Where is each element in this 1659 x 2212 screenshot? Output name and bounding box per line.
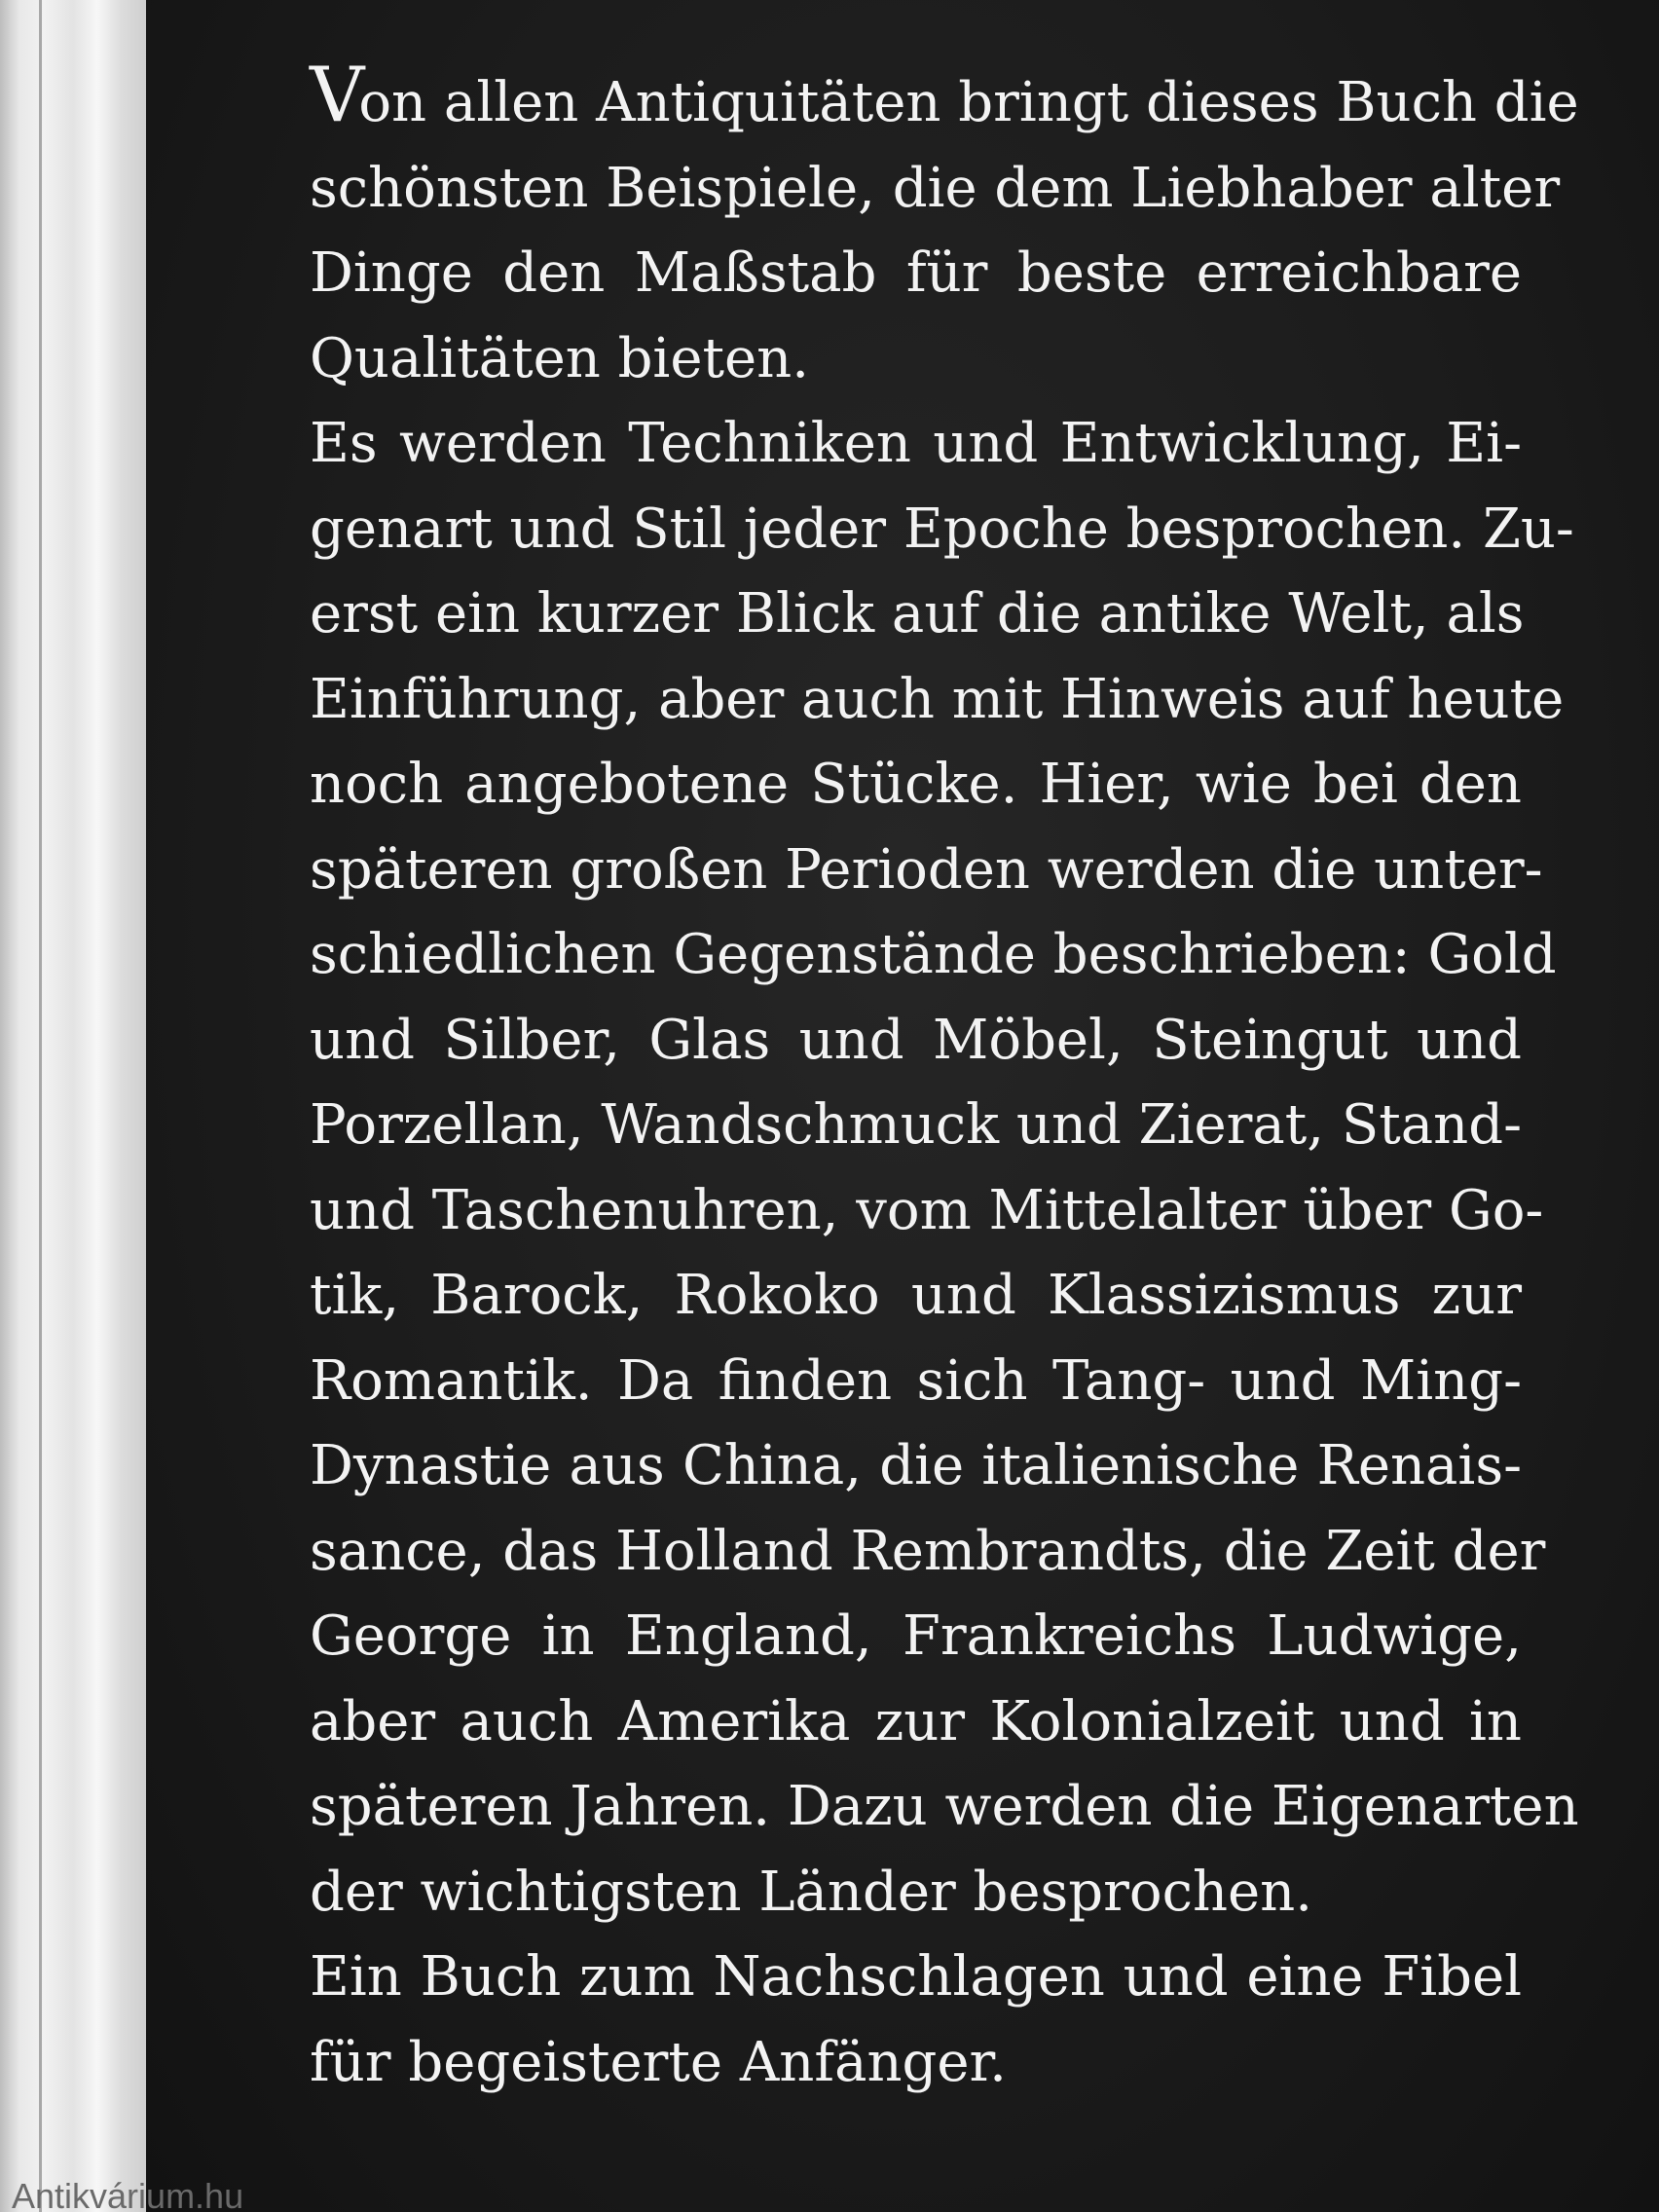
- blurb-line: erst ein kurzer Blick auf die antike Welt, als: [310, 582, 1525, 645]
- blurb-line: und Taschenuhren, vom Mittelalter über Go-: [310, 1178, 1544, 1242]
- page-edge-strip: [0, 0, 146, 2212]
- blurb-line: der wichtigsten Länder besprochen.: [310, 1860, 1313, 1924]
- blurb-text: [310, 52, 1579, 2124]
- watermark-stamp: Antikvárium.hu: [12, 2176, 244, 2212]
- blurb-line: George in England, Frankreichs Ludwige,: [310, 1604, 1522, 1668]
- blurb-line: Von allen Antiquitäten bringt dieses Buch die: [310, 52, 1579, 139]
- blurb-line: genart und Stil jeder Epoche besprochen. Zu-: [310, 497, 1574, 561]
- blurb-line: späteren großen Perioden werden die unter-: [310, 837, 1543, 902]
- initial-letter: V: [310, 52, 359, 139]
- blurb-line: für begeisterte Anfänger.: [310, 2030, 1007, 2094]
- blurb-line: Dynastie aus China, die italienische Renais-: [310, 1434, 1522, 1497]
- blurb-line: schiedlichen Gegenstände beschrieben: Gold: [310, 923, 1557, 986]
- blurb-line: noch angebotene Stücke. Hier, wie bei den: [310, 753, 1522, 816]
- blurb-line: Ein Buch zum Nachschlagen und eine Fibel: [310, 1945, 1522, 2009]
- blurb-line: Es werden Techniken und Entwicklung, Ei-: [310, 412, 1522, 475]
- blurb-line: Qualitäten bieten.: [310, 326, 809, 390]
- blurb-line: tik, Barock, Rokoko und Klassizismus zur: [310, 1264, 1522, 1327]
- blurb-line: Porzellan, Wandschmuck und Zierat, Stand-: [310, 1093, 1522, 1157]
- blurb-line: und Silber, Glas und Möbel, Steingut und: [310, 1008, 1522, 1072]
- blurb-line: schönsten Beispiele, die dem Liebhaber alter: [310, 156, 1561, 220]
- blurb-line: Dinge den Maßstab für beste erreichbare: [310, 241, 1522, 305]
- blurb-line: späteren Jahren. Dazu werden die Eigenarten: [310, 1775, 1579, 1838]
- blurb-line: Romantik. Da finden sich Tang- und Ming-: [310, 1348, 1522, 1413]
- page-edge-line: [39, 0, 42, 2212]
- blurb-line: Einführung, aber auch mit Hinweis auf heute: [310, 667, 1565, 731]
- blurb-line: aber auch Amerika zur Kolonialzeit und in: [310, 1689, 1522, 1753]
- blurb-line: sance, das Holland Rembrandts, die Zeit der: [310, 1519, 1546, 1583]
